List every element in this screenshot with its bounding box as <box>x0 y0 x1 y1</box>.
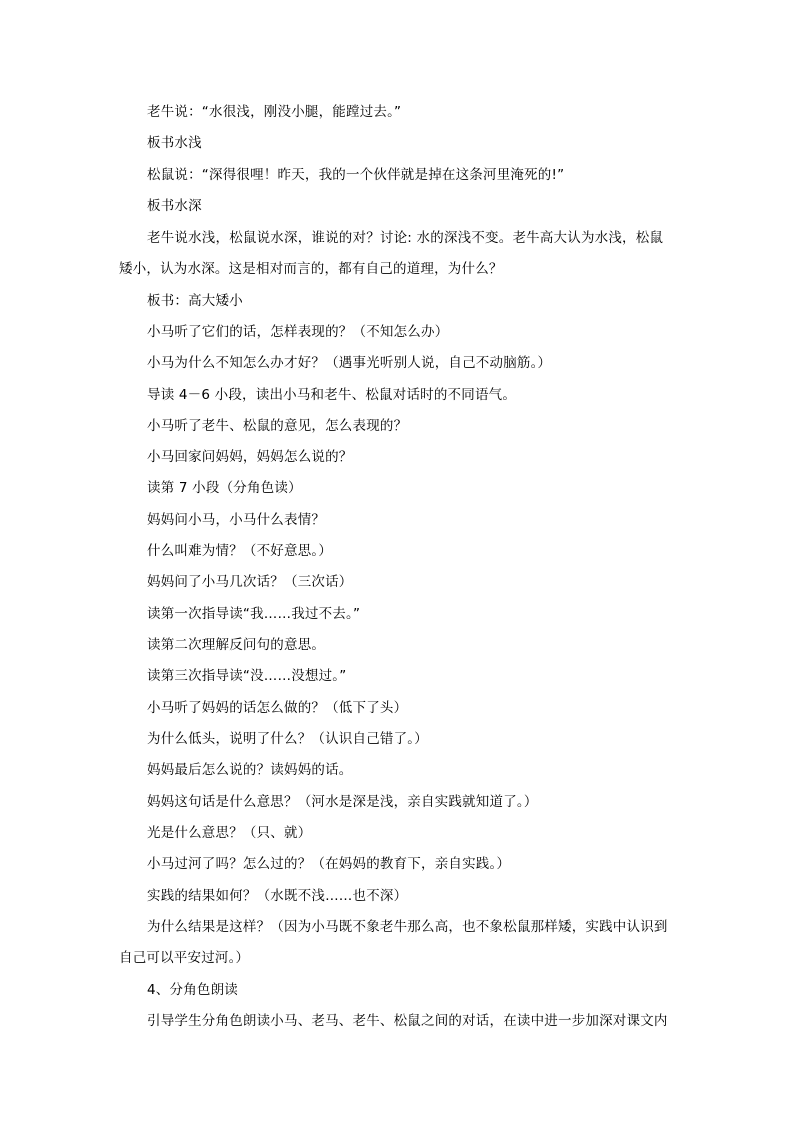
text-line: 光是什么意思？（只、就） <box>147 825 312 841</box>
text-line: 矮小，认为水深。这是相对而言的，都有自己的道理，为什么？ <box>119 261 503 277</box>
text-line: 读第三次指导读“没……没想过。” <box>147 668 347 684</box>
text-line: 板书水深 <box>147 198 202 214</box>
text-line: 板书：高大矮小 <box>147 293 243 309</box>
text-line: 妈妈问了小马几次话？（三次话） <box>147 574 353 590</box>
text-line: 引导学生分角色朗读小马、老马、老牛、松鼠之间的对话，在读中进一步加深对课文内 <box>147 1013 668 1029</box>
text-line: 板书水浅 <box>147 135 202 151</box>
text-line: 自己可以平安过河。） <box>119 950 250 966</box>
text-line: 小马听了妈妈的话怎么做的？（低下了头） <box>147 700 408 716</box>
text-line: 为什么结果是这样？（因为小马既不象老牛那么高，也不象松鼠那样矮，实践中认识到 <box>147 919 668 935</box>
text-line: 读第 7 小段（分角色读） <box>147 480 302 496</box>
text-line: 妈妈最后怎么说的？读妈妈的话。 <box>147 762 353 778</box>
text-line: 松鼠说：“深得很哩！昨天，我的一个伙伴就是掉在这条河里淹死的!” <box>147 167 565 183</box>
text-line: 小马回家问妈妈，妈妈怎么说的？ <box>147 449 353 465</box>
text-line: 小马听了它们的话，怎样表现的？（不知怎么办） <box>147 324 449 340</box>
text-line: 实践的结果如何？（水既不浅……也不深） <box>147 888 408 904</box>
text-line: 老牛说：“水很浅，刚没小腿，能蹚过去。” <box>147 104 402 120</box>
text-line: 老牛说水浅，松鼠说水深，谁说的对？讨论: 水的深浅不变。老牛高大认为水浅，松鼠 <box>147 230 664 246</box>
text-line: 妈妈问小马，小马什么表情？ <box>147 512 326 528</box>
text-line: 读第二次理解反问句的意思。 <box>147 637 326 653</box>
text-line: 小马为什么不知怎么办才好？（遇事光听别人说，自己不动脑筋。） <box>147 355 552 371</box>
text-line: 为什么低头，说明了什么？（认识自己错了。） <box>147 731 428 747</box>
text-line: 小马过河了吗？怎么过的？（在妈妈的教育下，亲自实践。） <box>147 856 511 872</box>
text-line: 导读 4－6 小段，读出小马和老牛、松鼠对话时的不同语气。 <box>147 387 517 403</box>
text-line: 什么叫难为情？（不好意思。） <box>147 543 333 559</box>
text-line: 4、分角色朗读 <box>147 982 238 998</box>
text-line: 妈妈这句话是什么意思？（河水是深是浅，亲自实践就知道了。） <box>147 794 538 810</box>
text-line: 小马听了老牛、松鼠的意见，怎么表现的？ <box>147 418 408 434</box>
text-line: 读第一次指导读“我……我过不去。” <box>147 606 361 622</box>
